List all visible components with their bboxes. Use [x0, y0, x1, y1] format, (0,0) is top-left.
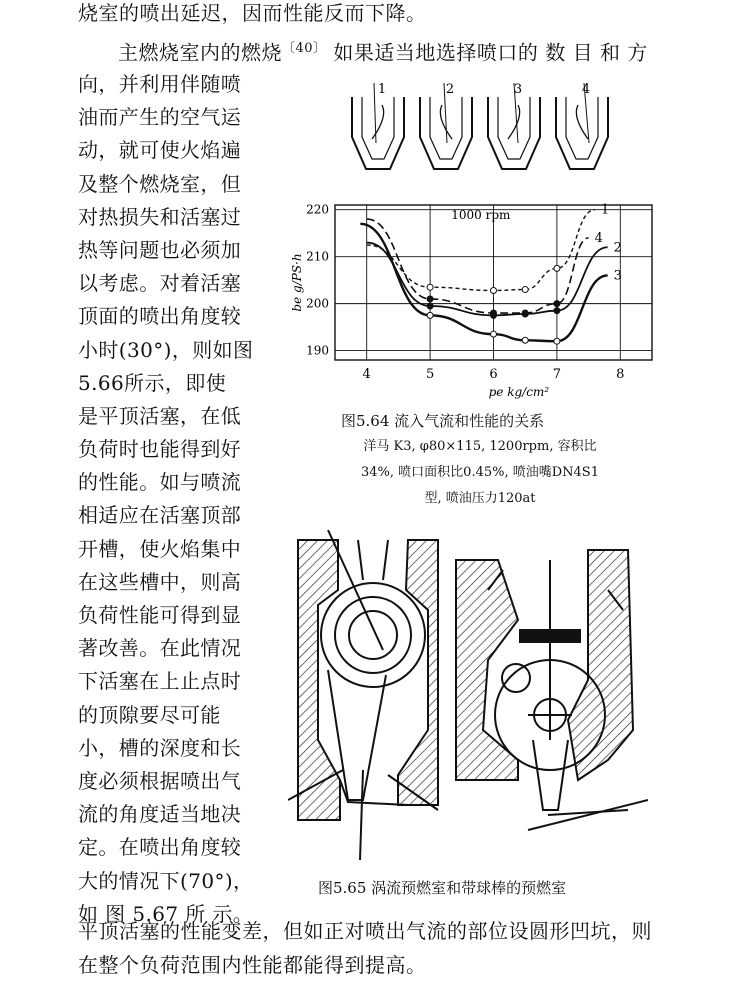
column-line: 动，就可使火焰遍	[78, 138, 242, 163]
column-line: 如 图 5.67 所 示。	[78, 901, 254, 926]
series-point-3	[522, 337, 528, 343]
x-tick-label: 8	[616, 367, 625, 382]
column-line: 小，槽的深度和长	[78, 735, 242, 760]
nozzle-label: 4	[581, 82, 591, 97]
column-line: 油而产生的空气运	[78, 105, 242, 130]
series-point-3	[554, 338, 560, 344]
series-point-2	[427, 303, 433, 309]
column-line: 下活塞在上止点时	[78, 669, 242, 694]
y-axis-label: be g/PS·h	[290, 253, 304, 312]
reference-mark: 〔40〕	[282, 41, 327, 56]
column-line: 在这些槽中，则高	[78, 569, 242, 594]
column-line: 对热损失和活塞过	[78, 204, 242, 229]
figure-5-64-note-1: 洋马 K3, φ80×115, 1200rpm, 容积比	[363, 439, 597, 454]
chart-annotation: 1000 rpm	[451, 208, 511, 223]
x-tick-label: 6	[489, 367, 498, 382]
y-tick-label: 190	[306, 343, 329, 358]
para-start-tail: 如果适当地选择喷口的 数 目 和 方	[333, 40, 648, 65]
column-line: 的性能。如与喷流	[78, 470, 242, 495]
nozzle-label: 3	[513, 82, 523, 97]
column-line: 以考虑。对着活塞	[78, 271, 242, 296]
series-point-4	[427, 296, 433, 302]
text-line-bottom-2: 在整个负荷范围内性能都能得到提高。	[78, 953, 427, 977]
column-line: 及整个燃烧室，但	[78, 171, 242, 196]
nozzle-outline	[556, 97, 608, 169]
column-line: 向，并利用伴随喷	[78, 72, 242, 96]
nozzle-diagrams	[352, 82, 608, 169]
series-point-1	[522, 287, 528, 293]
series-point-4	[491, 310, 497, 316]
column-line: 定。在喷出角度较	[78, 835, 242, 860]
figure-5-64-note-2: 34%, 喷口面积比0.45%, 喷油嘴DN4S1	[361, 465, 599, 480]
ball-rod-prechamber-drawing	[456, 550, 648, 830]
series-label-2: 2	[613, 240, 622, 256]
x-tick-label: 5	[425, 367, 435, 382]
text-line-bottom-1: 平顶活塞的性能变差，但如正对喷出气流的部位设圆形凹坑，则	[78, 919, 652, 943]
column-line: 是平顶活塞，在低	[78, 403, 242, 428]
x-tick-label: 4	[362, 367, 371, 382]
x-tick-label: 7	[552, 367, 562, 382]
nozzle-outline	[352, 97, 404, 169]
series-point-1	[554, 265, 560, 271]
nozzle-outline	[488, 97, 540, 169]
series-point-2	[554, 308, 560, 314]
x-axis-label: pe kg/cm²	[488, 385, 550, 399]
text-column	[78, 68, 278, 931]
swirl-prechamber-drawing	[288, 530, 438, 860]
figure-5-65-caption: 图5.65 涡流预燃室和带球棒的预燃室	[318, 879, 567, 897]
series-point-4	[522, 310, 528, 316]
text-line-top: 烧室的喷出延迟，因而性能反而下降。	[78, 1, 427, 25]
nozzle-diagram	[420, 82, 472, 169]
column-line: 大的情况下(70°)，	[78, 868, 254, 893]
nozzle-inner	[362, 97, 394, 159]
column-line: 小时(30°)，则如图	[78, 337, 254, 362]
series-label-3: 3	[613, 268, 622, 284]
column-line: 顶面的喷出角度较	[78, 304, 242, 329]
series-point-3	[427, 312, 433, 318]
column-line: 著改善。在此情况	[78, 636, 242, 661]
series-point-4	[554, 301, 560, 307]
nozzle-diagram	[352, 82, 404, 169]
figure-5-64-caption: 图5.64 流入气流和性能的关系	[341, 412, 545, 430]
nozzle-diagram	[488, 82, 540, 169]
column-line: 的顶隙要尽可能	[78, 702, 221, 727]
series-label-1: 1	[600, 202, 610, 218]
column-line: 5.66所示，即使	[78, 370, 227, 395]
flow-arrow	[372, 105, 384, 139]
column-line: 负荷性能可得到显	[78, 603, 242, 627]
nozzle-diagram	[556, 82, 608, 169]
nozzle-inner	[566, 97, 598, 159]
series-point-1	[427, 284, 433, 290]
column-line: 负荷时也能得到好	[78, 437, 242, 462]
y-tick-label: 220	[306, 202, 329, 217]
series-label-4: 4	[594, 230, 603, 246]
figure-5-64-note-3: 型, 喷油压力120at	[424, 491, 536, 506]
column-line: 流的角度适当地决	[78, 802, 242, 827]
column-line: 热等问题也必须加	[78, 237, 242, 262]
series-point-1	[491, 287, 497, 293]
figure-5-65-drawing	[288, 530, 648, 870]
column-line: 相适应在活塞顶部	[78, 503, 242, 528]
figure-5-64-chart	[290, 75, 670, 405]
para-start-text: 主燃烧室内的燃烧	[118, 40, 282, 65]
nozzle-inner	[498, 97, 530, 159]
chart-area	[290, 203, 652, 399]
y-tick-label: 210	[306, 249, 329, 264]
nozzle-label: 2	[445, 82, 455, 97]
y-tick-label: 200	[306, 296, 329, 311]
column-line: 开槽，使火焰集中	[78, 536, 242, 561]
nozzle-label: 1	[377, 82, 387, 97]
column-line: 度必须根据喷出气	[78, 768, 242, 793]
series-point-3	[491, 331, 497, 337]
text-para-start	[118, 36, 648, 66]
